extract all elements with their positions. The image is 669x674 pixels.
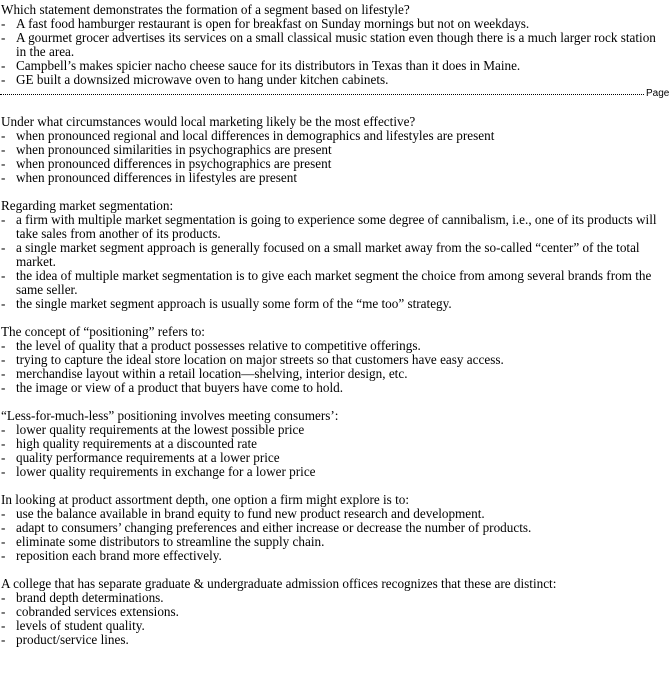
option-item <box>1 423 661 437</box>
option-item <box>1 269 661 297</box>
option-list <box>1 129 661 185</box>
option-text: reposition each brand more effectively. <box>16 548 222 563</box>
dash-bullet: - <box>1 156 6 171</box>
dash-bullet: - <box>1 58 6 73</box>
option-list <box>1 423 661 479</box>
option-text: A gourmet grocer advertises its services on a small classical music station even though there is a much larger rock station in the area. <box>16 30 656 59</box>
option-item <box>1 507 661 521</box>
dash-bullet: - <box>1 534 6 549</box>
option-item <box>1 339 661 353</box>
option-item <box>1 633 661 647</box>
option-text: lower quality requirements at the lowest possible price <box>16 422 305 437</box>
question-text: A college that has separate graduate & undergraduate admission offices recognizes that these are distinct: <box>1 576 557 591</box>
dash-bullet: - <box>1 464 6 479</box>
option-item <box>1 367 661 381</box>
option-list <box>1 17 661 87</box>
option-item <box>1 143 661 157</box>
option-item <box>1 451 661 465</box>
question-block <box>1 577 661 647</box>
option-text: when pronounced regional and local differences in demographics and lifestyles are present <box>16 128 495 143</box>
page-break-label: Page <box>646 88 669 99</box>
option-item <box>1 591 661 605</box>
dash-bullet: - <box>1 338 6 353</box>
dash-bullet: - <box>1 590 6 605</box>
option-item <box>1 605 661 619</box>
option-list <box>1 507 661 563</box>
option-text: brand depth determinations. <box>16 590 164 605</box>
option-text: quality performance requirements at a lower price <box>16 450 280 465</box>
option-text: when pronounced similarities in psychographics are present <box>16 142 332 157</box>
question-text: Under what circumstances would local marketing likely be the most effective? <box>1 114 416 129</box>
option-text: lower quality requirements in exchange for a lower price <box>16 464 316 479</box>
dash-bullet: - <box>1 506 6 521</box>
option-item <box>1 31 661 59</box>
option-text: GE built a downsized microwave oven to hang under kitchen cabinets. <box>16 72 389 87</box>
dash-bullet: - <box>1 128 6 143</box>
question-block <box>1 115 661 185</box>
option-text: the image or view of a product that buyers have come to hold. <box>16 380 344 395</box>
option-item <box>1 157 661 171</box>
option-text: merchandise layout within a retail location—shelving, interior design, etc. <box>16 366 408 381</box>
question-block <box>1 493 661 563</box>
option-text: the level of quality that a product possesses relative to competitive offerings. <box>16 338 421 353</box>
dash-bullet: - <box>1 170 6 185</box>
question-block <box>1 3 661 87</box>
dash-bullet: - <box>1 268 6 283</box>
dash-bullet: - <box>1 296 6 311</box>
option-item <box>1 535 661 549</box>
question-text: Which statement demonstrates the formation of a segment based on lifestyle? <box>1 2 410 17</box>
option-item <box>1 353 661 367</box>
option-item <box>1 297 661 311</box>
option-item <box>1 213 661 241</box>
dash-bullet: - <box>1 16 6 31</box>
dash-bullet: - <box>1 366 6 381</box>
option-text: A fast food hamburger restaurant is open for breakfast on Sunday mornings but not on weekdays. <box>16 16 530 31</box>
option-item <box>1 521 661 535</box>
option-item <box>1 17 661 31</box>
option-text: cobranded services extensions. <box>16 604 179 619</box>
page-break-line <box>0 94 648 95</box>
option-text: when pronounced differences in psychographics are present <box>16 156 332 171</box>
option-text: product/service lines. <box>16 632 129 647</box>
dash-bullet: - <box>1 632 6 647</box>
question-text: The concept of “positioning” refers to: <box>1 324 205 339</box>
dash-bullet: - <box>1 436 6 451</box>
option-item <box>1 59 661 73</box>
option-item <box>1 241 661 269</box>
question-block <box>1 409 661 479</box>
option-item <box>1 619 661 633</box>
dash-bullet: - <box>1 240 6 255</box>
option-item <box>1 129 661 143</box>
option-item <box>1 465 661 479</box>
question-text: Regarding market segmentation: <box>1 198 174 213</box>
dash-bullet: - <box>1 212 6 227</box>
option-text: levels of student quality. <box>16 618 145 633</box>
dash-bullet: - <box>1 520 6 535</box>
option-text: adapt to consumers’ changing preferences and either increase or decrease the number of products. <box>16 520 532 535</box>
dash-bullet: - <box>1 30 6 45</box>
question-block <box>1 199 661 311</box>
option-text: eliminate some distributors to streamline the supply chain. <box>16 534 325 549</box>
option-text: when pronounced differences in lifestyles are present <box>16 170 297 185</box>
option-text: a firm with multiple market segmentation is going to experience some degree of cannibalism, i.e., one of its products will take sales from another of its products. <box>16 212 657 241</box>
option-text: Campbell’s makes spicier nacho cheese sauce for its distributors in Texas than it does in Maine. <box>16 58 521 73</box>
option-item <box>1 171 661 185</box>
question-block <box>1 325 661 395</box>
option-list <box>1 591 661 647</box>
option-text: the idea of multiple market segmentation is to give each market segment the choice from among several brands from the same seller. <box>16 268 652 297</box>
option-item <box>1 381 661 395</box>
question-text: “Less-for-much-less” positioning involves meeting consumers’: <box>1 408 339 423</box>
dash-bullet: - <box>1 604 6 619</box>
option-text: the single market segment approach is usually some form of the “me too” strategy. <box>16 296 452 311</box>
option-item <box>1 437 661 451</box>
option-list <box>1 213 661 311</box>
option-text: use the balance available in brand equity to fund new product research and development. <box>16 506 485 521</box>
option-text: trying to capture the ideal store location on major streets so that customers have easy access. <box>16 352 504 367</box>
dash-bullet: - <box>1 352 6 367</box>
option-item <box>1 73 661 87</box>
option-text: a single market segment approach is generally focused on a small market away from the so-called “center” of the total market. <box>16 240 640 269</box>
option-list <box>1 339 661 395</box>
dash-bullet: - <box>1 422 6 437</box>
dash-bullet: - <box>1 548 6 563</box>
dash-bullet: - <box>1 380 6 395</box>
dash-bullet: - <box>1 72 6 87</box>
question-text: In looking at product assortment depth, one option a firm might explore is to: <box>1 492 410 507</box>
option-item <box>1 549 661 563</box>
dash-bullet: - <box>1 450 6 465</box>
dash-bullet: - <box>1 142 6 157</box>
dash-bullet: - <box>1 618 6 633</box>
option-text: high quality requirements at a discounted rate <box>16 436 257 451</box>
